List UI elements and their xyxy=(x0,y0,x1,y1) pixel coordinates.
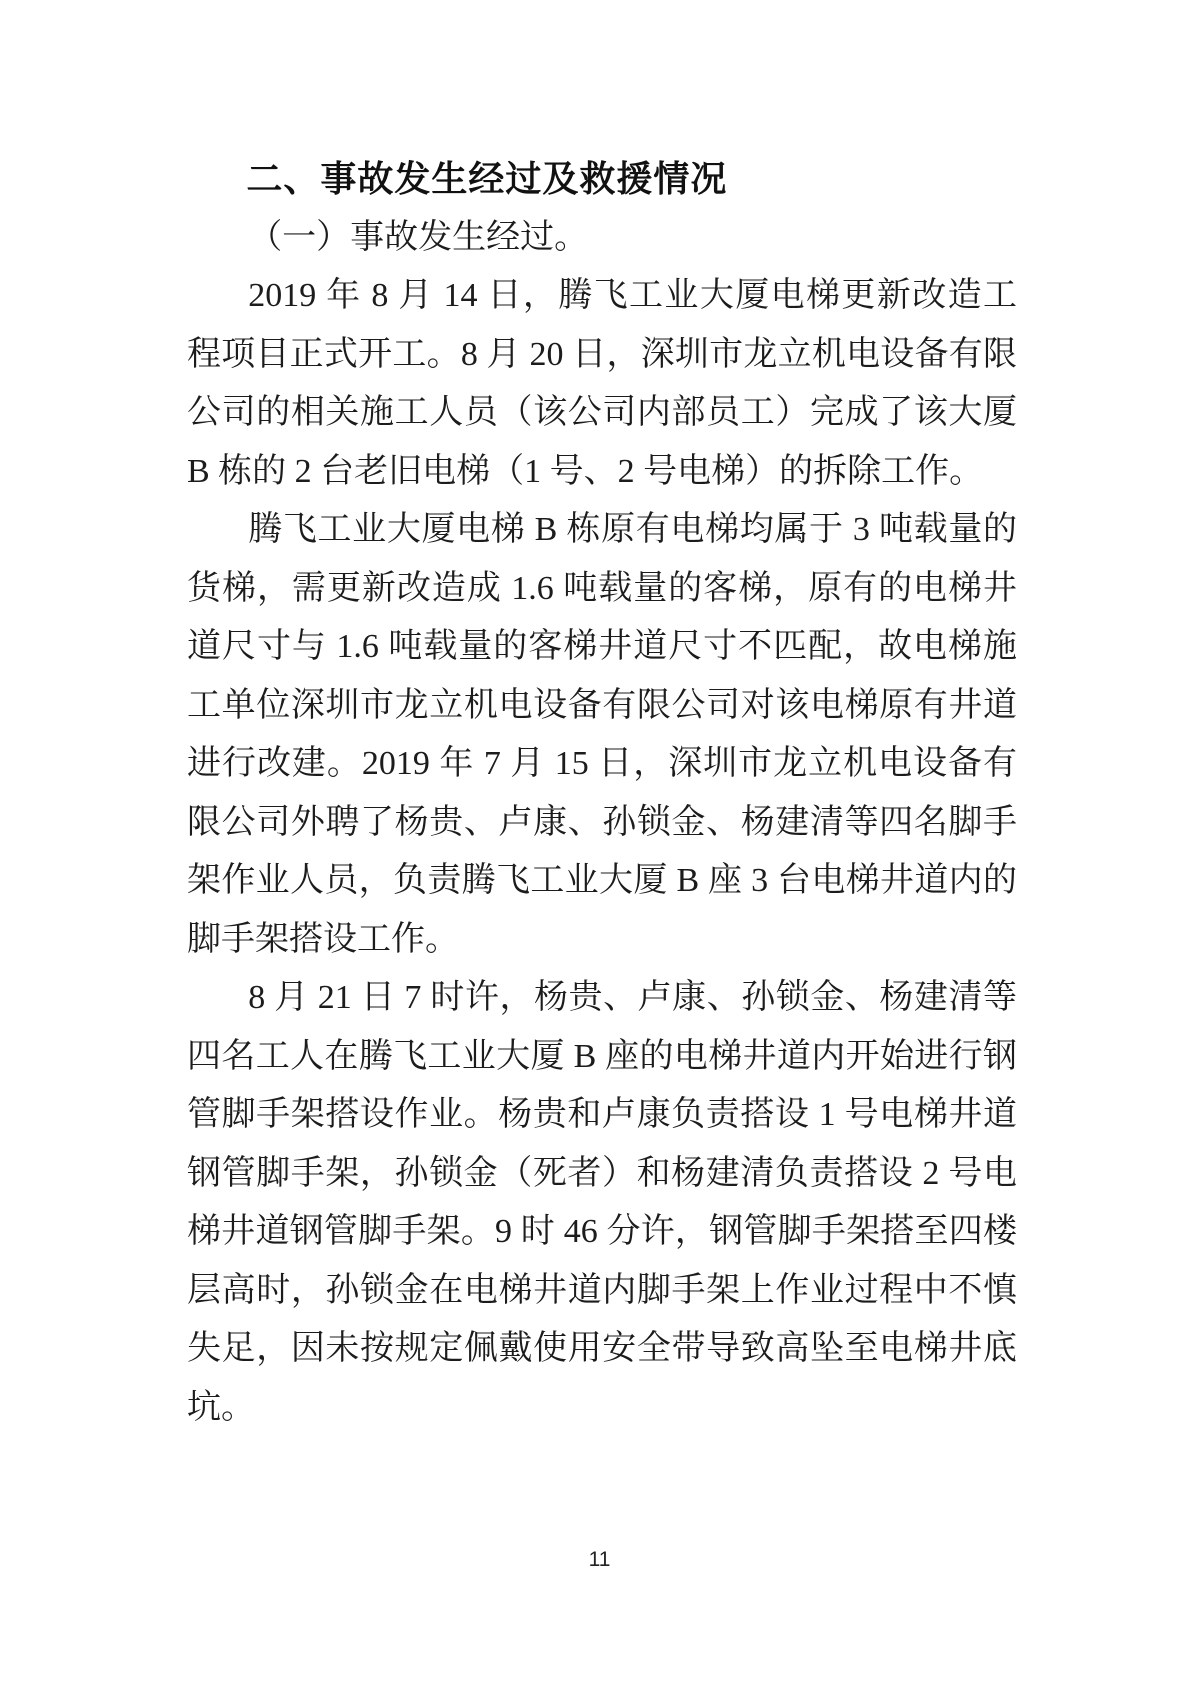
section-heading: 二、事故发生经过及救援情况 xyxy=(246,158,728,199)
document-content xyxy=(187,150,1017,1437)
subsection-heading: （一）事故发生经过。 xyxy=(248,218,589,256)
paragraph-accident: 8 月 21 日 7 时许，杨贵、卢康、孙锁金、杨建清等四名工人在腾飞工业大厦 B 座的电梯井道内开始进行钢管脚手架搭设作业。杨贵和卢康负责搭设 1 号电梯井道钢管脚手架，孙锁金（死者）和杨建清负责搭设 2 号电梯井道钢管脚手架。9 时 46 分许，钢管脚手架搭至四楼层高时，孙锁金在电梯井道内脚手架上作业过程中不慎失足，因未按规定佩戴使用安全带导致高坠至电梯井底坑。 xyxy=(187,979,1017,1426)
page-number: 11 xyxy=(588,1548,611,1571)
paragraph-project-start: 2019 年 8 月 14 日，腾飞工业大厦电梯更新改造工程项目正式开工。8 月 20 日，深圳市龙立机电设备有限公司的相关施工人员（该公司内部员工）完成了该大厦 B 栋的 2 台老旧电梯（1 号、2 号电梯）的拆除工作。 xyxy=(187,277,1017,490)
paragraph-shaft-rebuild: 腾飞工业大厦电梯 B 栋原有电梯均属于 3 吨载量的货梯，需更新改造成 1.6 吨载量的客梯，原有的电梯井道尺寸与 1.6 吨载量的客梯井道尺寸不匹配，故电梯施工单位深圳市龙立机电设备有限公司对该电梯原有井道进行改建。2019 年 7 月 15 日，深圳市龙立机电设备有限公司外聘了杨贵、卢康、孙锁金、杨建清等四名脚手架作业人员，负责腾飞工业大厦 B 座 3 台电梯井道内的脚手架搭设工作。 xyxy=(187,511,1017,958)
